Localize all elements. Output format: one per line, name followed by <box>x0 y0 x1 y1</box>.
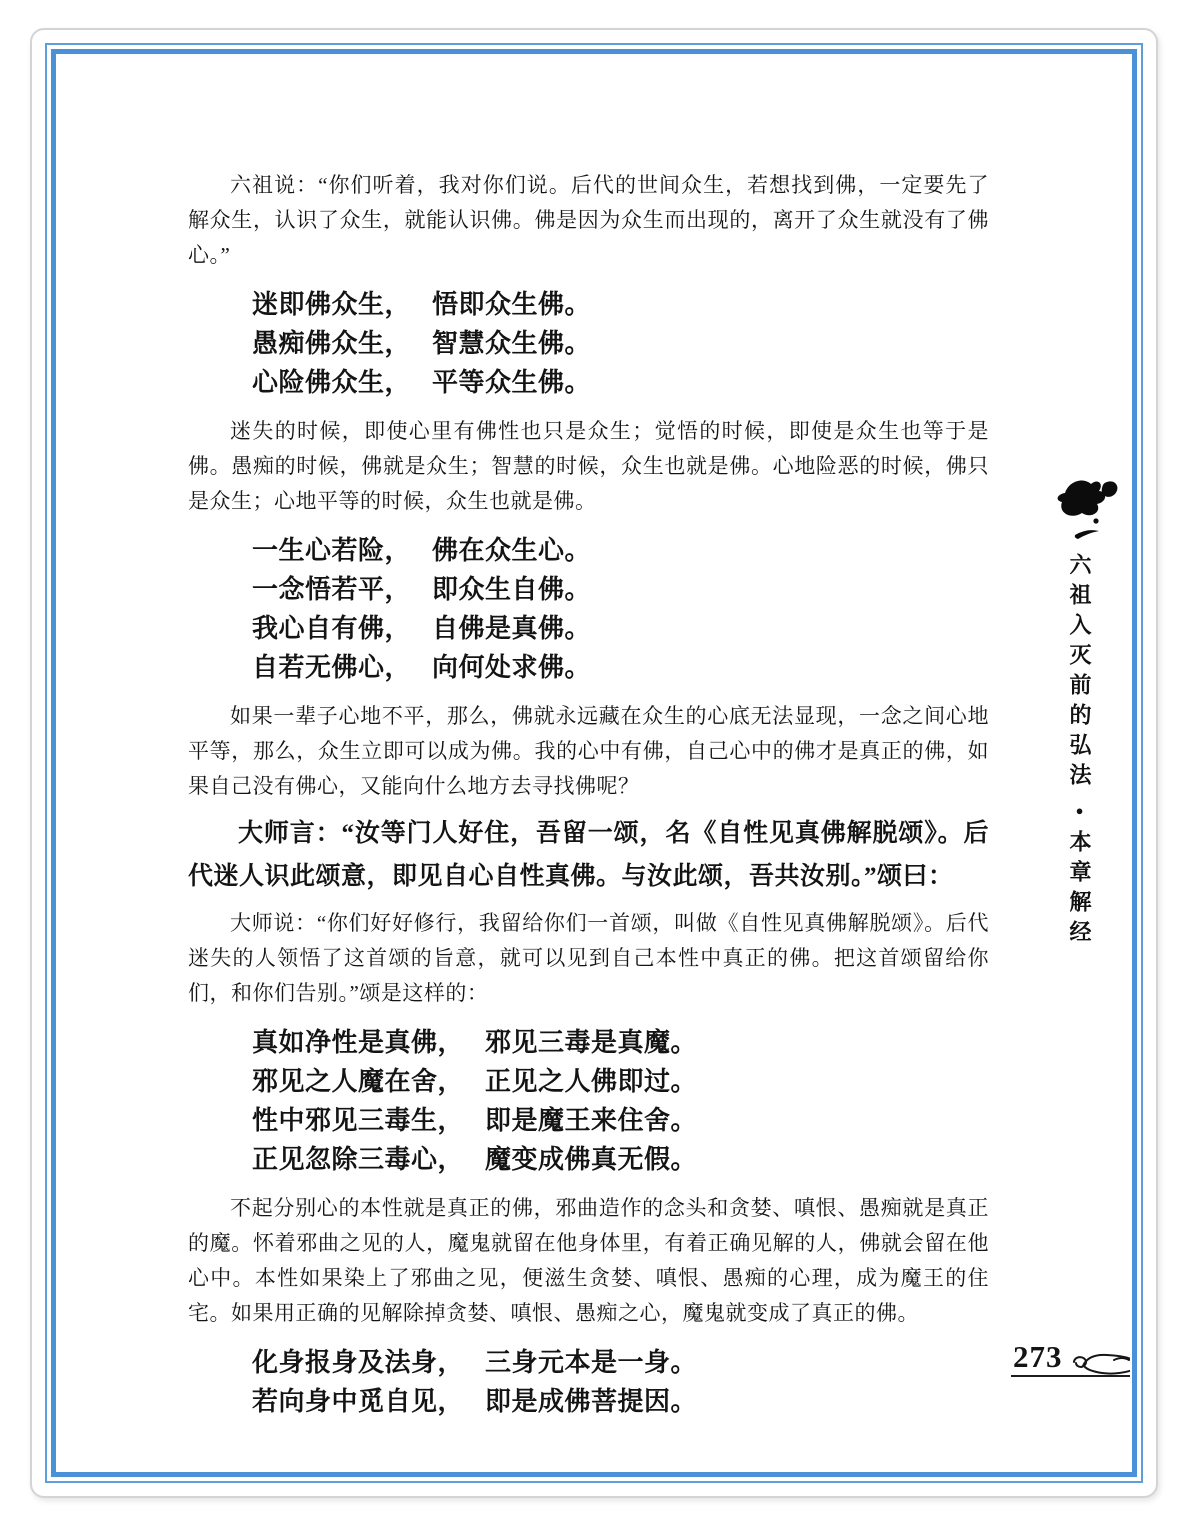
verse-line: 我心自有佛， 自佛是真佛。 <box>252 614 592 643</box>
verse-line: 一念悟若平， 即众生自佛。 <box>252 575 592 604</box>
page-number: 273 <box>1013 1339 1063 1374</box>
running-title-section: 本章解经 <box>1067 830 1092 950</box>
paragraph-sutra-intro: 六祖说：“你们听着，我对你们说。后代的世间众生，若想找到佛，一定要先了解众生，认识了众生，就能认识佛。佛是因为众生而出现的，离开了众生就没有了佛心。” <box>188 173 989 267</box>
verse-line: 一生心若险， 佛在众生心。 <box>252 536 592 565</box>
ink-blot-decoration-icon <box>1051 469 1127 553</box>
cloud-flourish-icon <box>1066 1345 1131 1375</box>
verse-line: 真如净性是真佛， 邪见三毒是真魔。 <box>252 1028 698 1057</box>
paragraph-master-quote: 大师言：“汝等门人好住，吾留一颂，名《自性见真佛解脱颂》。后代迷人识此颂意，即见自心自性真佛。与汝此颂，吾共汝别。”颂曰： <box>188 820 989 890</box>
verse-line: 心险佛众生， 平等众生佛。 <box>252 368 592 397</box>
verse-line: 愚痴佛众生， 智慧众生佛。 <box>252 329 592 358</box>
paragraph-explanation-3: 大师说：“你们好好修行，我留给你们一首颂，叫做《自性见真佛解脱颂》。后代迷失的人领悟了这首颂的旨意，就可以见到自己本性中真正的佛。把这首颂留给你们，和你们告别。”颂是这样的： <box>188 911 989 1005</box>
verse-line: 化身报身及法身， 三身元本是一身。 <box>252 1348 698 1377</box>
verse-line: 自若无佛心， 向何处求佛。 <box>252 653 592 682</box>
verse-line: 正见忽除三毒心， 魔变成佛真无假。 <box>252 1145 698 1174</box>
verse-line: 性中邪见三毒生， 即是魔王来住舍。 <box>252 1106 698 1135</box>
folio-block <box>1011 1339 1130 1377</box>
verse-line: 邪见之人魔在舍， 正见之人佛即过。 <box>252 1067 698 1096</box>
running-title-vertical <box>1062 553 1096 950</box>
verse-block-3 <box>252 1023 989 1179</box>
paragraph-explanation-2: 如果一辈子心地不平，那么，佛就永远藏在众生的心底无法显现，一念之间心地平等，那么，众生立即可以成为佛。我的心中有佛，自己心中的佛才是真正的佛，如果自己没有佛心，又能向什么地方去寻找佛呢？ <box>188 704 989 798</box>
verse-block-1 <box>252 285 989 402</box>
verse-line: 迷即佛众生， 悟即众生佛。 <box>252 290 592 319</box>
running-title-chapter: 六祖入灭前的弘法 <box>1067 553 1092 793</box>
verse-block-4 <box>252 1343 989 1421</box>
verse-block-2 <box>252 531 989 687</box>
main-text-column <box>188 56 989 1421</box>
paragraph-explanation-1: 迷失的时候，即使心里有佛性也只是众生；觉悟的时候，即使是众生也等于是佛。愚痴的时候，佛就是众生；智慧的时候，众生也就是佛。心地险恶的时候，佛只是众生；心地平等的时候，众生也就是佛。 <box>188 419 989 513</box>
page-card <box>30 28 1158 1498</box>
running-title-separator-dot: ● <box>1072 803 1087 818</box>
paragraph-explanation-4: 不起分别心的本性就是真正的佛，邪曲造作的念头和贪婪、嗔恨、愚痴就是真正的魔。怀着邪曲之见的人，魔鬼就留在他身体里，有着正确见解的人，佛就会留在他心中。本性如果染上了邪曲之见，便滋生贪婪、嗔恨、愚痴的心理，成为魔王的住宅。如果用正确的见解除掉贪婪、嗔恨、愚痴之心，魔鬼就变成了真正的佛。 <box>188 1196 989 1325</box>
page-content <box>58 56 1130 1470</box>
verse-line: 若向身中觅自见， 即是成佛菩提因。 <box>252 1387 698 1416</box>
